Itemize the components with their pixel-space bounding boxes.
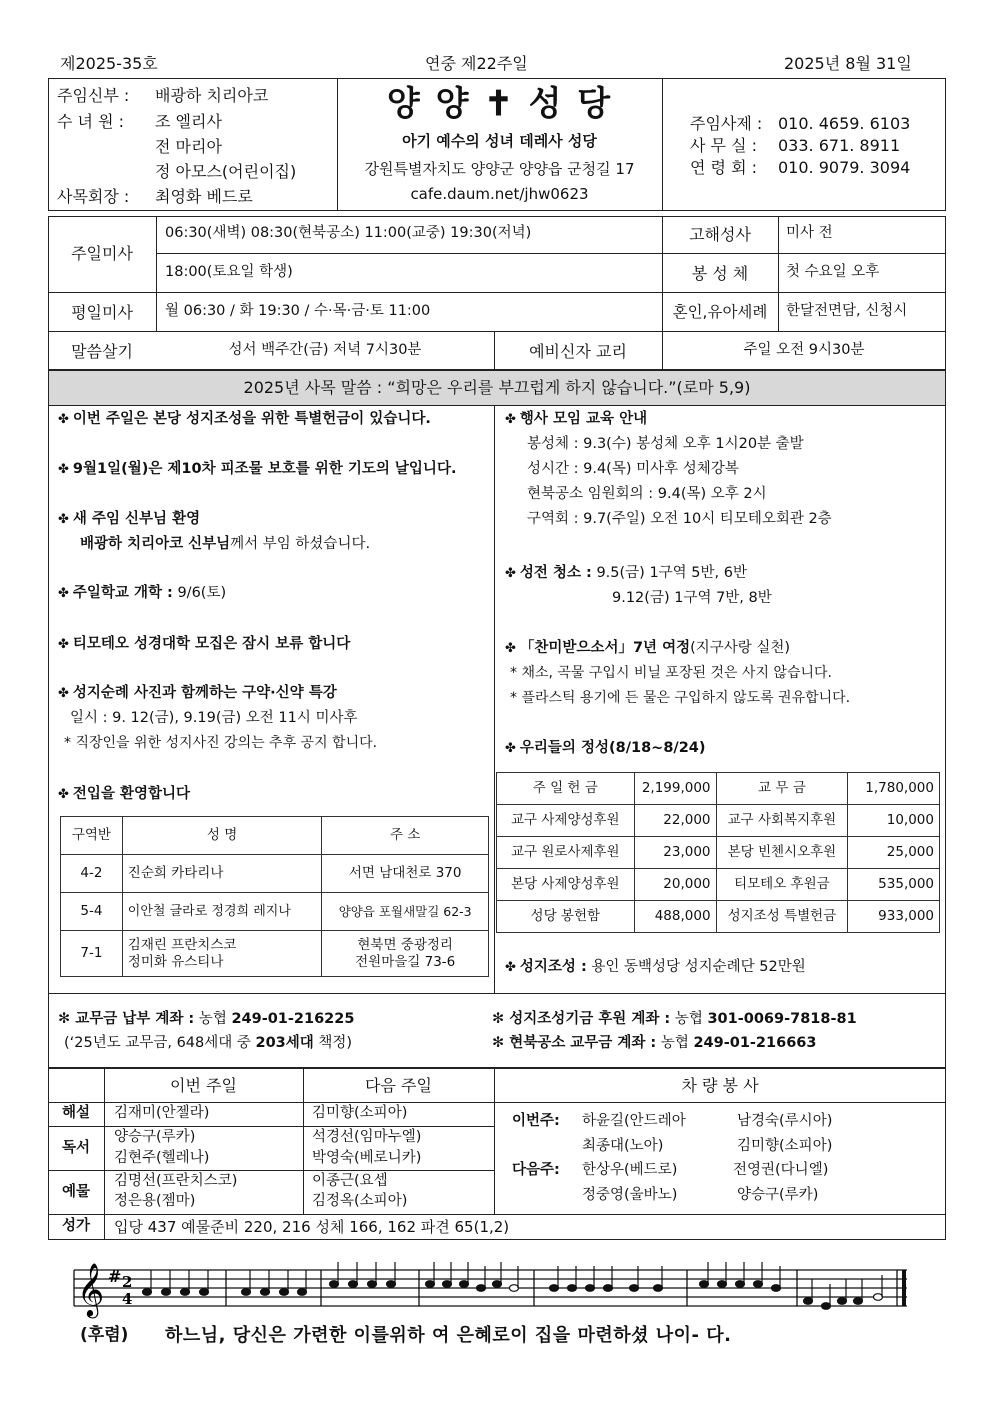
account-line: ✻ 교무금 납부 계좌 : 농협 249-01-216225 [58, 1011, 355, 1027]
table-row [61, 855, 489, 893]
vehicle-person: 전영권(다니엘) [733, 1162, 829, 1178]
contact-phone: 033. 671. 8911 [778, 136, 901, 155]
offering-amount: 535,000 [848, 869, 940, 901]
contact-phone: 010. 9079. 3094 [778, 158, 911, 177]
address-cell: 현북면 중광정리 전원마을길 73-6 [322, 931, 489, 977]
table-row [497, 901, 940, 933]
table-row [61, 931, 489, 977]
offering-label: 본당 사제양성후원 [497, 869, 635, 901]
duty-person: 양승구(루카) [114, 1129, 196, 1145]
offering-label: 성지조성 특별헌금 [716, 901, 848, 933]
this-week-header: 이번 주일 [170, 1076, 237, 1095]
notice-item: ✤ 우리들의 정성(8/18~8/24) [505, 740, 706, 756]
vehicle-person: 정중영(울바노) [582, 1187, 678, 1203]
vehicle-label: 다음주: [512, 1162, 560, 1178]
church-name: 양 양 ✝ 성 당 [386, 84, 613, 124]
offering-amount: 23,000 [634, 837, 716, 869]
address-cell: 서면 남대천로 370 [322, 855, 489, 893]
notice-item: ✤ 주일학교 개학 : 9/6(토) [58, 585, 227, 601]
saturday-mass-time: 18:00(토요일 학생) [165, 264, 293, 280]
event-line: 봉성체 : 9.3(수) 봉성체 오후 1시20분 출발 [527, 436, 804, 452]
motto: 2025년 사목 말씀 : “희망은 우리를 부끄럽게 하지 않습니다.”(로마 5,9) [243, 378, 751, 397]
name-cell: 이안철 글라로 정경희 레지나 [122, 893, 322, 931]
clover-bullet-icon: ✤ [58, 462, 69, 477]
duty-person: 정은용(젬마) [114, 1193, 196, 1209]
nun-name: 정 아모스(어린이집) [155, 162, 297, 181]
offering-label: 티모테오 후원금 [716, 869, 848, 901]
duty-person: 김미향(소피아) [312, 1105, 408, 1121]
next-week-header: 다음 주일 [365, 1076, 432, 1095]
church-address: 강원특별자치도 양양군 양양읍 군청길 17 [364, 160, 635, 178]
event-line: 9.12(금) 1구역 7반, 8반 [612, 590, 772, 606]
zone-cell: 7-1 [61, 931, 123, 977]
marriage-label: 혼인,유아세례 [672, 303, 768, 321]
catechumen-info: 주일 오전 9시30분 [743, 342, 865, 358]
table-row [497, 837, 940, 869]
notice-item: ✤ 새 주임 신부님 환영 [58, 511, 201, 527]
notice-detail: 배광하 치리아코 신부님께서 부임 하셨습니다. [80, 536, 371, 552]
clover-bullet-icon: ✤ [505, 741, 516, 756]
music-notes [143, 1262, 883, 1309]
pastor-label: 주임신부 : [57, 86, 130, 105]
clover-bullet-icon: ✤ [58, 412, 69, 427]
notice-item: ✤ 성지순례 사진과 함께하는 구약·신약 특강 [58, 685, 337, 701]
refrain-lyrics: 하느님, 당신은 가련한 이를위하 여 은혜로이 집을 마련하셨 나이- 다. [165, 1325, 732, 1346]
role-label: 해설 [61, 1105, 90, 1121]
refrain-label: (후렴) [80, 1325, 129, 1345]
liturgical-week: 연중 제22주일 [425, 54, 528, 73]
event-line: * 채소, 곡물 구입시 비닐 포장된 것은 사지 않습니다. [510, 665, 832, 681]
duty-person: 이종근(요셉 [312, 1173, 388, 1189]
table-header: 구역반 [61, 817, 123, 855]
pastor-name: 배광하 치리아코 [155, 86, 269, 105]
contact-phone: 010. 4659. 6103 [778, 114, 911, 133]
marriage-info: 한달전면담, 신청시 [786, 303, 908, 319]
table-header: 성 명 [122, 817, 322, 855]
issue-number: 제2025-35호 [60, 54, 158, 73]
treble-clef-icon: 𝄞 [77, 1262, 105, 1316]
offering-table [496, 772, 940, 933]
duty-person: 김재미(안젤라) [114, 1105, 210, 1121]
vehicle-person: 하윤길(안드레아 [582, 1113, 686, 1129]
communion-time: 첫 수요일 오후 [786, 264, 880, 280]
offering-amount: 22,000 [634, 805, 716, 837]
offering-label: 교구 사회복지후원 [716, 805, 848, 837]
notice-item: ✤ 티모테오 성경대학 모집은 잠시 보류 합니다 [58, 636, 351, 652]
clover-bullet-icon: ✤ [58, 637, 69, 652]
offering-label: 본당 빈첸시오후원 [716, 837, 848, 869]
table-row [497, 869, 940, 901]
word-info: 성서 백주간(금) 저녁 7시30분 [228, 342, 422, 358]
zone-cell: 5-4 [61, 893, 123, 931]
event-line: 구역회 : 9.7(주일) 오전 10시 티모테오회관 2층 [527, 511, 832, 527]
contact-label: 연 령 회 : [690, 158, 758, 177]
role-label: 독서 [61, 1140, 90, 1156]
table-header: 주 소 [322, 817, 489, 855]
offering-amount: 25,000 [848, 837, 940, 869]
confession-label: 고해성사 [689, 225, 751, 244]
account-line: ✻ 성지조성기금 후원 계좌 : 농협 301-0069-7818-81 [492, 1011, 857, 1027]
nun-name: 전 마리아 [155, 137, 222, 156]
contact-label: 사 무 실 : [690, 136, 758, 155]
word-label: 말씀살기 [71, 342, 133, 361]
notice-item: ✤ 이번 주일은 본당 성지조성을 위한 특별헌금이 있습니다. [58, 411, 431, 427]
offering-amount: 2,199,000 [634, 773, 716, 805]
offering-amount: 933,000 [848, 901, 940, 933]
accounts-box [48, 994, 946, 1068]
notice-detail: * 직장인을 위한 성지사진 강의는 추후 공지 합니다. [64, 735, 378, 751]
clover-bullet-icon: ✤ [58, 512, 69, 527]
vehicle-person: 최종대(노아) [582, 1138, 664, 1154]
offering-label: 교 무 금 [716, 773, 848, 805]
contact-label: 주임사제 : [690, 114, 763, 133]
weekday-mass-label: 평일미사 [71, 303, 133, 322]
nun-name: 조 엘리사 [155, 112, 222, 131]
notice-detail: 일시 : 9. 12(금), 9.19(금) 오전 11시 미사후 [70, 710, 358, 726]
address-cell: 양양읍 포월새말길 62-3 [322, 893, 489, 931]
svg-text:4: 4 [122, 1290, 133, 1308]
account-note: (‘25년도 교무금, 648세대 중 203세대 책정) [64, 1035, 353, 1051]
vehicle-person: 양승구(루카) [737, 1187, 819, 1203]
table-row [497, 805, 940, 837]
nuns-label: 수 녀 원 : [57, 112, 125, 131]
account-line: ✻ 현북공소 교무금 계좌 : 농협 249-01-216663 [492, 1035, 817, 1051]
notice-item: ✤ 전입을 환영합니다 [58, 786, 191, 802]
clover-bullet-icon: ✤ [58, 787, 69, 802]
offering-amount: 488,000 [634, 901, 716, 933]
clover-bullet-icon: ✤ [505, 641, 516, 656]
zone-cell: 4-2 [61, 855, 123, 893]
offering-amount: 20,000 [634, 869, 716, 901]
offering-label: 교구 원로사제후원 [497, 837, 635, 869]
event-line: 성시간 : 9.4(목) 미사후 성체강복 [527, 461, 739, 477]
confession-time: 미사 전 [786, 225, 833, 241]
role-label: 예물 [61, 1184, 90, 1200]
vehicle-person: 김미향(소피아) [737, 1138, 833, 1154]
bulletin-date: 2025년 8월 31일 [784, 54, 912, 73]
clover-bullet-icon: ✤ [505, 566, 516, 581]
welcome-table [60, 816, 489, 977]
hymn-numbers: 입당 437 예물준비 220, 216 성체 166, 162 파견 65(1,2) [114, 1218, 510, 1236]
clover-bullet-icon: ✤ [505, 960, 516, 975]
offering-label: 교구 사제양성후원 [497, 805, 635, 837]
offering-label: 주 일 헌 금 [497, 773, 635, 805]
notice-item: ✤ 성전 청소 : 9.5(금) 1구역 5반, 6반 [505, 565, 747, 581]
notice-item: ✤ 9월1일(월)은 제10차 피조물 보호를 위한 기도의 날입니다. [58, 461, 457, 477]
clover-bullet-icon: ✤ [58, 686, 69, 701]
notice-item: ✤ 성지조성 : 용인 동백성당 성지순례단 52만원 [505, 959, 806, 975]
weekday-mass-times: 월 06:30 / 화 19:30 / 수·목·금·토 11:00 [165, 303, 431, 319]
name-cell: 진순희 카타리나 [122, 855, 322, 893]
council-label: 사목회장 : [57, 187, 130, 206]
clover-bullet-icon: ✤ [58, 586, 69, 601]
vehicle-person: 남경숙(루시아) [737, 1113, 833, 1129]
svg-text:2: 2 [122, 1273, 133, 1291]
cafe-link[interactable]: cafe.daum.net/jhw0623 [410, 185, 589, 203]
vehicle-header: 차 량 봉 사 [681, 1076, 759, 1095]
offering-label: 성당 봉헌함 [497, 901, 635, 933]
catechumen-label: 예비신자 교리 [529, 342, 627, 361]
duty-person: 김정옥(소피아) [312, 1193, 408, 1209]
event-line: * 플라스틱 용기에 든 물은 구입하지 않도록 권유합니다. [510, 690, 851, 706]
vehicle-person: 한상우(베드로) [582, 1162, 678, 1178]
duty-person: 김현주(헬레나) [114, 1150, 210, 1166]
offering-amount: 1,780,000 [848, 773, 940, 805]
council-name: 최영화 베드로 [155, 187, 253, 206]
communion-label: 봉 성 체 [691, 264, 749, 283]
table-row [497, 773, 940, 805]
hymn-label: 성가 [61, 1218, 90, 1234]
duty-person: 석경선(임마누엘) [312, 1129, 422, 1145]
event-line: 현북공소 임원회의 : 9.4(목) 오후 2시 [527, 486, 767, 502]
clover-bullet-icon: ✤ [505, 412, 516, 427]
notice-item: ✤ 「찬미받으소서」7년 여정(지구사랑 실천) [505, 640, 791, 656]
table-row [61, 893, 489, 931]
vehicle-label: 이번주: [512, 1113, 560, 1129]
duty-person: 박영숙(베로니카) [312, 1150, 422, 1166]
name-cell: 김재린 프란치스코 정미화 유스티나 [122, 931, 322, 977]
svg-text:#: # [108, 1267, 122, 1286]
church-subtitle: 아기 예수의 성녀 데레사 성당 [402, 132, 597, 150]
sunday-mass-label: 주일미사 [71, 244, 133, 263]
duty-person: 김명선(프란치스코) [114, 1173, 238, 1189]
sunday-mass-times: 06:30(새벽) 08:30(현북공소) 11:00(교중) 19:30(저녁) [165, 225, 532, 241]
notice-item: ✤ 행사 모임 교육 안내 [505, 411, 648, 427]
offering-amount: 10,000 [848, 805, 940, 837]
